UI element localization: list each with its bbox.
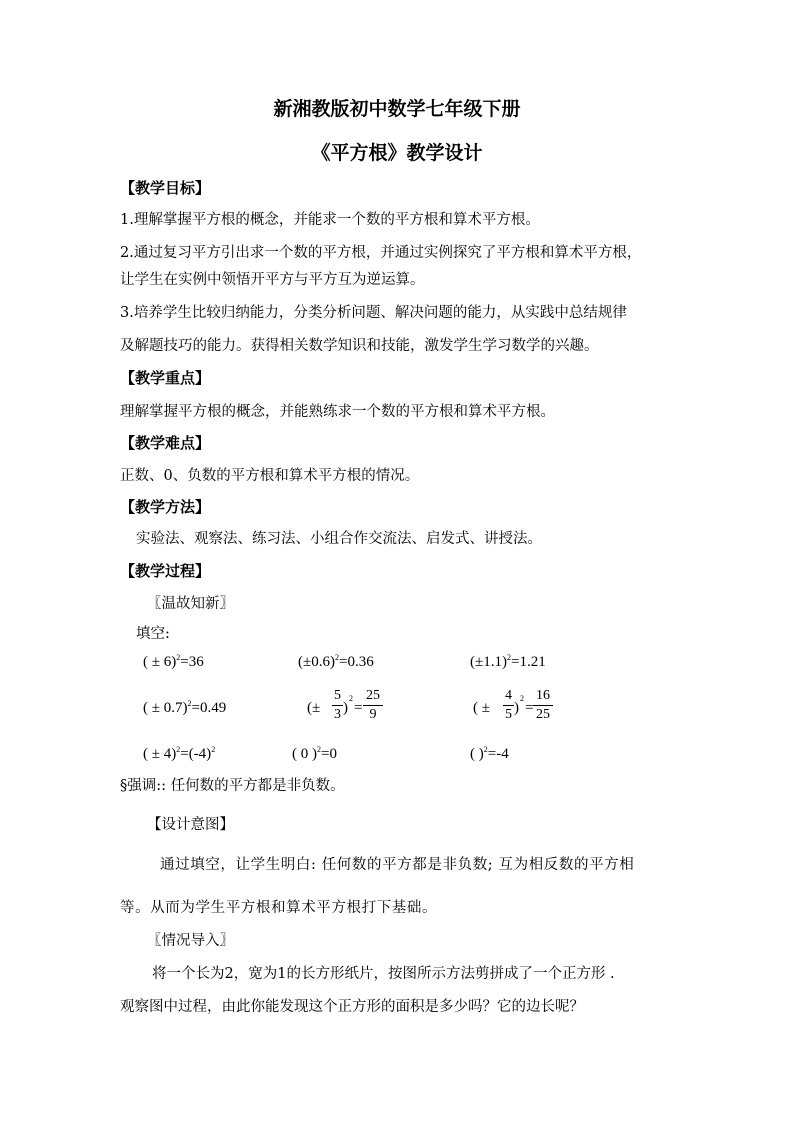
exercise-2b-result: 25 9 bbox=[363, 689, 383, 722]
exercise-1b: $(\pm 0.6)^2=0.36$ bbox=[298, 653, 374, 670]
situation-intro-line-1: 将一个长为2，宽为1的长方形纸片，按图所示方法剪拼成了一个正方形 . bbox=[152, 966, 615, 982]
exercise-2c: ( ± 4 5 ) 2 = 16 25 bbox=[473, 689, 563, 729]
exercise-2b: (± 5 3 ) 2 = 25 9 bbox=[307, 689, 397, 729]
exercise-3a: ( ± $4)^2=(-4)^2$ bbox=[143, 745, 216, 762]
objective-3-line-1: 3.培养学生比较归纳能力，分类分析问题、解决问题的能力，从实践中总结规律 bbox=[120, 305, 627, 321]
objectives-heading: 【教学目标】 bbox=[120, 179, 211, 197]
objective-1: 1.理解掌握平方根的概念，并能求一个数的平方根和算术平方根。 bbox=[120, 212, 540, 228]
document-title: 新湘教版初中数学七年级下册 bbox=[273, 98, 521, 120]
design-intent-line-1: 通过填空，让学生明白: 任何数的平方都是非负数; 互为相反数的平方相 bbox=[160, 857, 635, 873]
review-heading: 〖温故知新〗 bbox=[147, 596, 234, 612]
key-points-heading: 【教学重点】 bbox=[120, 369, 211, 387]
exercise-2b-fraction: 5 3 bbox=[334, 688, 341, 722]
situation-intro-heading: 〖情况导入〗 bbox=[147, 933, 234, 949]
situation-intro-line-2: 观察图中过程，由此你能发现这个正方形的面积是多少吗？它的边长呢？ bbox=[120, 999, 584, 1015]
emphasis-note: §强调:: 任何数的平方都是非负数。 bbox=[120, 778, 345, 794]
exercise-1c: $(\pm 1.1)^2=1.21$ bbox=[470, 653, 546, 670]
key-points-text: 理解掌握平方根的概念，并能熟练求一个数的平方根和算术平方根。 bbox=[120, 404, 555, 420]
fill-in-label: 填空: bbox=[136, 626, 170, 642]
exercise-2c-fraction: 4 5 bbox=[505, 688, 512, 722]
objective-2-line-1: 2.通过复习平方引出求一个数的平方根，并通过实例探究了平方根和算术平方根， bbox=[120, 245, 642, 261]
methods-heading: 【教学方法】 bbox=[120, 498, 211, 516]
exercise-2c-result: 16 25 bbox=[533, 689, 553, 722]
exercise-1a: ( ± 6)$^2$=36 bbox=[143, 653, 204, 670]
difficulties-heading: 【教学难点】 bbox=[120, 434, 211, 452]
document-subtitle: 《平方根》教学设计 bbox=[311, 142, 483, 164]
objective-2-line-2: 让学生在实例中领悟开平方与平方互为逆运算。 bbox=[120, 272, 425, 288]
methods-text: 实验法、观察法、练习法、小组合作交流法、启发式、讲授法。 bbox=[136, 531, 542, 547]
design-intent-heading: 【设计意图】 bbox=[147, 817, 234, 833]
exercise-3b: ( 0 )$^2$=0 bbox=[292, 745, 337, 762]
process-heading: 【教学过程】 bbox=[120, 562, 211, 580]
difficulties-text: 正数、0、负数的平方根和算术平方根的情况。 bbox=[120, 468, 420, 484]
exercise-3c: ( )$^2$=-4 bbox=[470, 745, 509, 762]
design-intent-line-2: 等。从而为学生平方根和算术平方根打下基础。 bbox=[120, 900, 438, 916]
exercise-2a: ( ± 0.7)$^2$=0.49 bbox=[143, 699, 227, 716]
objective-3-line-2: 及解题技巧的能力。获得相关数学知识和技能，激发学生学习数学的兴趣。 bbox=[120, 338, 599, 354]
